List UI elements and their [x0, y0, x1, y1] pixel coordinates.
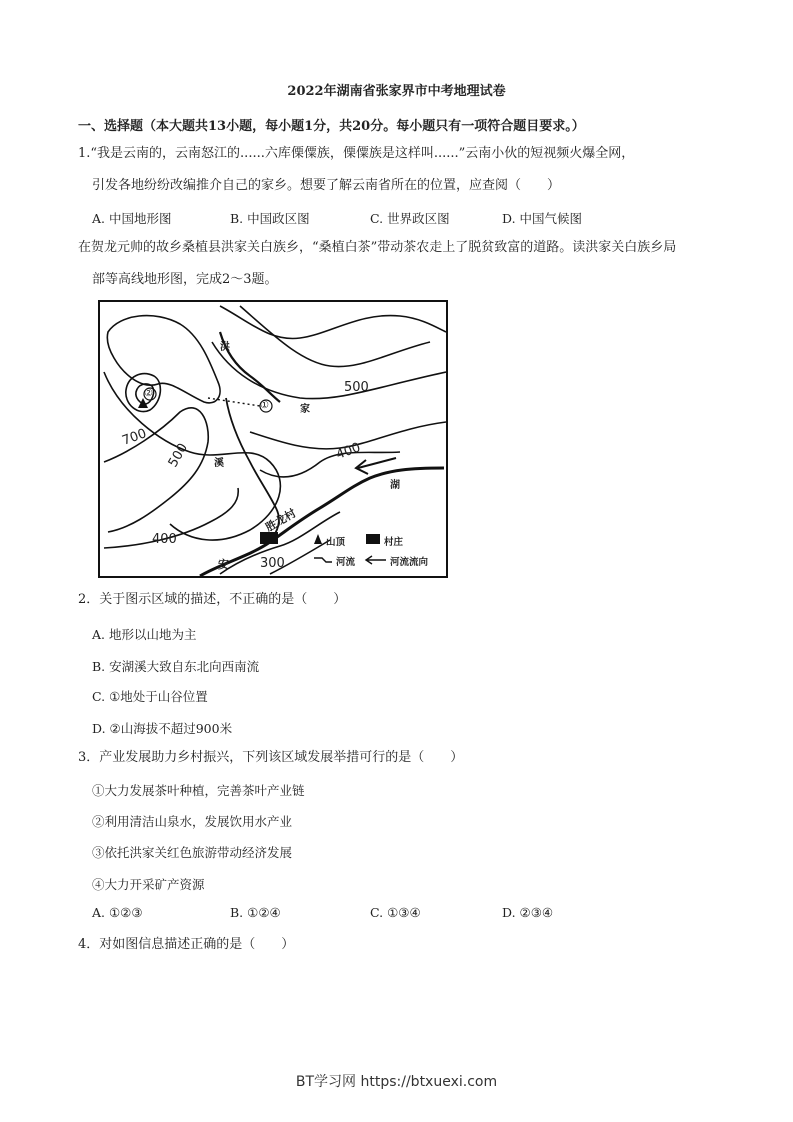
q3-option-a: A. ①②③	[92, 905, 143, 920]
q1-option-b: B. 中国政区图	[230, 211, 310, 226]
footer-watermark: BT学习网 https://btxuexi.com	[295, 1074, 498, 1090]
legend-river: 河流	[336, 557, 356, 568]
q2-option-d: D. ②山海拔不超过900米	[92, 721, 233, 736]
q1-line2: 引发各地纷纷改编推介自己的家乡。想要了解云南省所在的位置，应查阅（ ）	[92, 178, 561, 193]
contour-label-400-right: 400	[334, 440, 363, 463]
legend-village: 村庄	[384, 537, 404, 548]
contour-label-700: 700	[120, 426, 149, 449]
q3-item-3: ③依托洪家关红色旅游带动经济发展	[92, 845, 293, 860]
q3-option-b: B. ①②④	[230, 905, 281, 920]
legend-flow: 河流流向	[390, 557, 429, 568]
contour-label-300: 300	[260, 556, 285, 571]
q1-option-d: D. 中国气候图	[502, 211, 583, 226]
peak-2-label: ②	[144, 388, 153, 399]
section-heading: 一、选择题（本大题共13小题，每小题1分，共20分。每小题只有一项符合题目要求。）	[78, 119, 585, 134]
contour-label-500-right: 500	[344, 380, 369, 395]
q3-option-d: D. ②③④	[502, 905, 554, 920]
q3-stem: 3．产业发展助力乡村振兴，下列该区域发展举措可行的是（ ）	[78, 750, 464, 765]
q3-option-c: C. ①③④	[370, 905, 421, 920]
q1-option-a: A. 中国地形图	[92, 211, 172, 226]
river-char-hong: 洪	[220, 342, 230, 353]
q2-option-a: A. 地形以山地为主	[92, 627, 197, 642]
q3-item-1: ①大力发展茶叶种植，完善茶叶产业链	[92, 783, 305, 798]
village-label: 胜龙村	[263, 506, 299, 535]
q4-stem: 4．对如图信息描述正确的是（ ）	[78, 937, 295, 952]
river-char-xi: 溪	[214, 458, 224, 469]
river-char-hu: 湖	[390, 480, 400, 491]
contour-map	[98, 300, 448, 578]
contour-label-400-left: 400	[152, 532, 177, 547]
q3-item-2: ②利用清洁山泉水，发展饮用水产业	[92, 814, 293, 829]
river-char-jia: 家	[300, 404, 310, 415]
legend-peak: 山顶	[326, 537, 346, 548]
q1-option-c: C. 世界政区图	[370, 211, 450, 226]
page-title: 2022年湖南省张家界市中考地理试卷	[287, 84, 506, 99]
contour-label-500-left: 500	[165, 440, 192, 471]
river-char-an: 安	[218, 558, 229, 571]
q2-stem: 2．关于图示区域的描述，不正确的是（ ）	[78, 592, 347, 607]
q2-option-b: B. 安湖溪大致自东北向西南流	[92, 659, 260, 674]
intro-line2: 部等高线地形图，完成2～3题。	[92, 272, 278, 287]
point-1-label: ①	[260, 400, 269, 411]
q2-option-c: C. ①地处于山谷位置	[92, 689, 208, 704]
q3-item-4: ④大力开采矿产资源	[92, 877, 205, 892]
q1-line1: 1.“我是云南的，云南怒江的......六库傈僳族，傈僳族是这样叫......”云南小伙的短视频火爆全网，	[78, 146, 635, 161]
intro-line1: 在贺龙元帅的故乡桑植县洪家关白族乡，“桑植白茶”带动茶农走上了脱贫致富的道路。读洪家关白族乡局	[78, 240, 677, 255]
